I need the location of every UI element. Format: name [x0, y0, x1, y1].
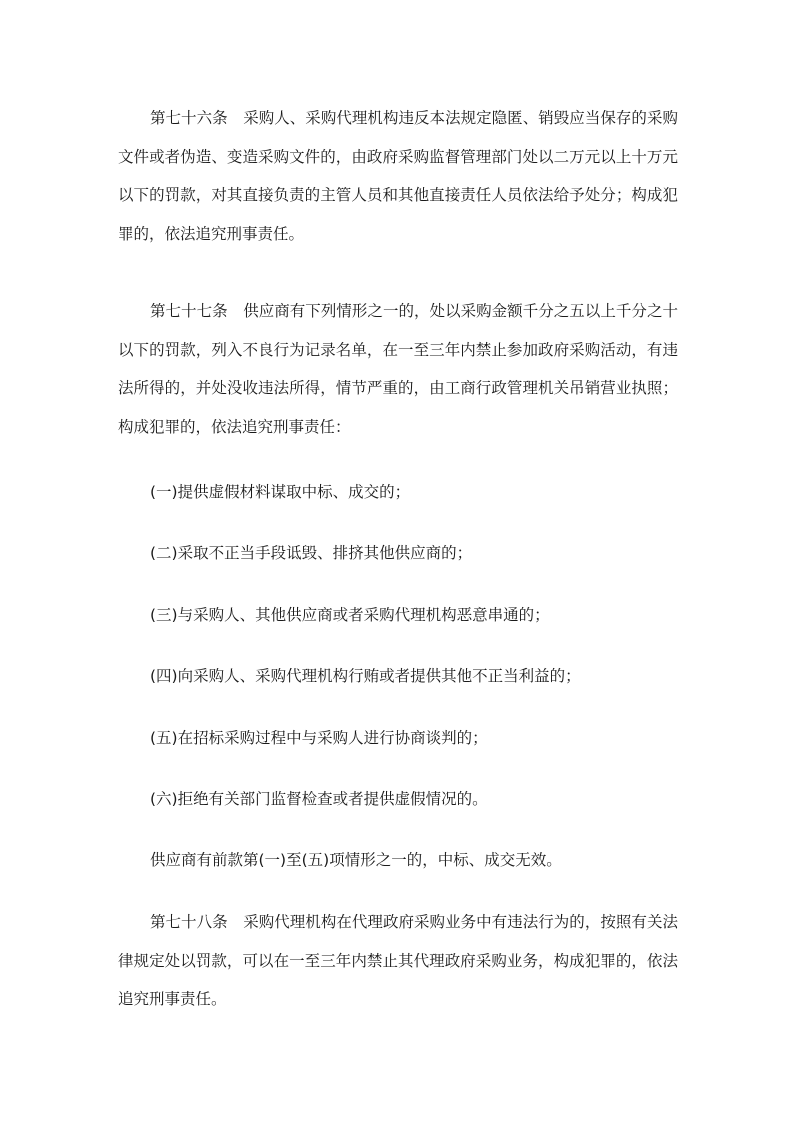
article-77-item-6: (六)拒绝有关部门监督检查或者提供虚假情况的。 [150, 790, 488, 808]
article-76-paragraph [118, 99, 678, 254]
article-77-paragraph [118, 292, 678, 447]
article-77-text: 供应商有下列情形之一的，处以采购金额千分之五以上千分之十以下的罚款，列入不良行为记录名单，在一至三年内禁止参加政府采购活动，有违法所得的，并处没收违法所得，情节严重的，由工商行政管理机关吊销营业执照；构成犯罪的，依法追究刑事责任： [118, 302, 678, 437]
article-76-number: 第七十六条 [150, 109, 228, 127]
article-77-item-3: (三)与采购人、其他供应商或者采购代理机构恶意串通的； [150, 606, 550, 624]
article-77-closing: 供应商有前款第(一)至(五)项情形之一的，中标、成交无效。 [150, 851, 562, 869]
article-77-number: 第七十七条 [150, 302, 228, 320]
article-78-paragraph [118, 903, 678, 1019]
article-78-number: 第七十八条 [150, 913, 228, 931]
article-78-text: 采购代理机构在代理政府采购业务中有违法行为的，按照有关法律规定处以罚款，可以在一至三年内禁止其代理政府采购业务，构成犯罪的，依法追究刑事责任。 [118, 913, 678, 1009]
article-77-item-5: (五)在招标采购过程中与采购人进行协商谈判的； [150, 729, 488, 747]
article-77-item-2: (二)采取不正当手段诋毁、排挤其他供应商的； [150, 544, 473, 562]
article-77-item-4: (四)向采购人、采购代理机构行贿或者提供其他不正当利益的； [150, 667, 581, 685]
article-77-item-1: (一)提供虚假材料谋取中标、成交的； [150, 483, 411, 501]
article-76-text: 采购人、采购代理机构违反本法规定隐匿、销毁应当保存的采购文件或者伪造、变造采购文件的，由政府采购监督管理部门处以二万元以上十万元以下的罚款，对其直接负责的主管人员和其他直接责任人员依法给予处分；构成犯罪的，依法追究刑事责任。 [118, 109, 678, 244]
